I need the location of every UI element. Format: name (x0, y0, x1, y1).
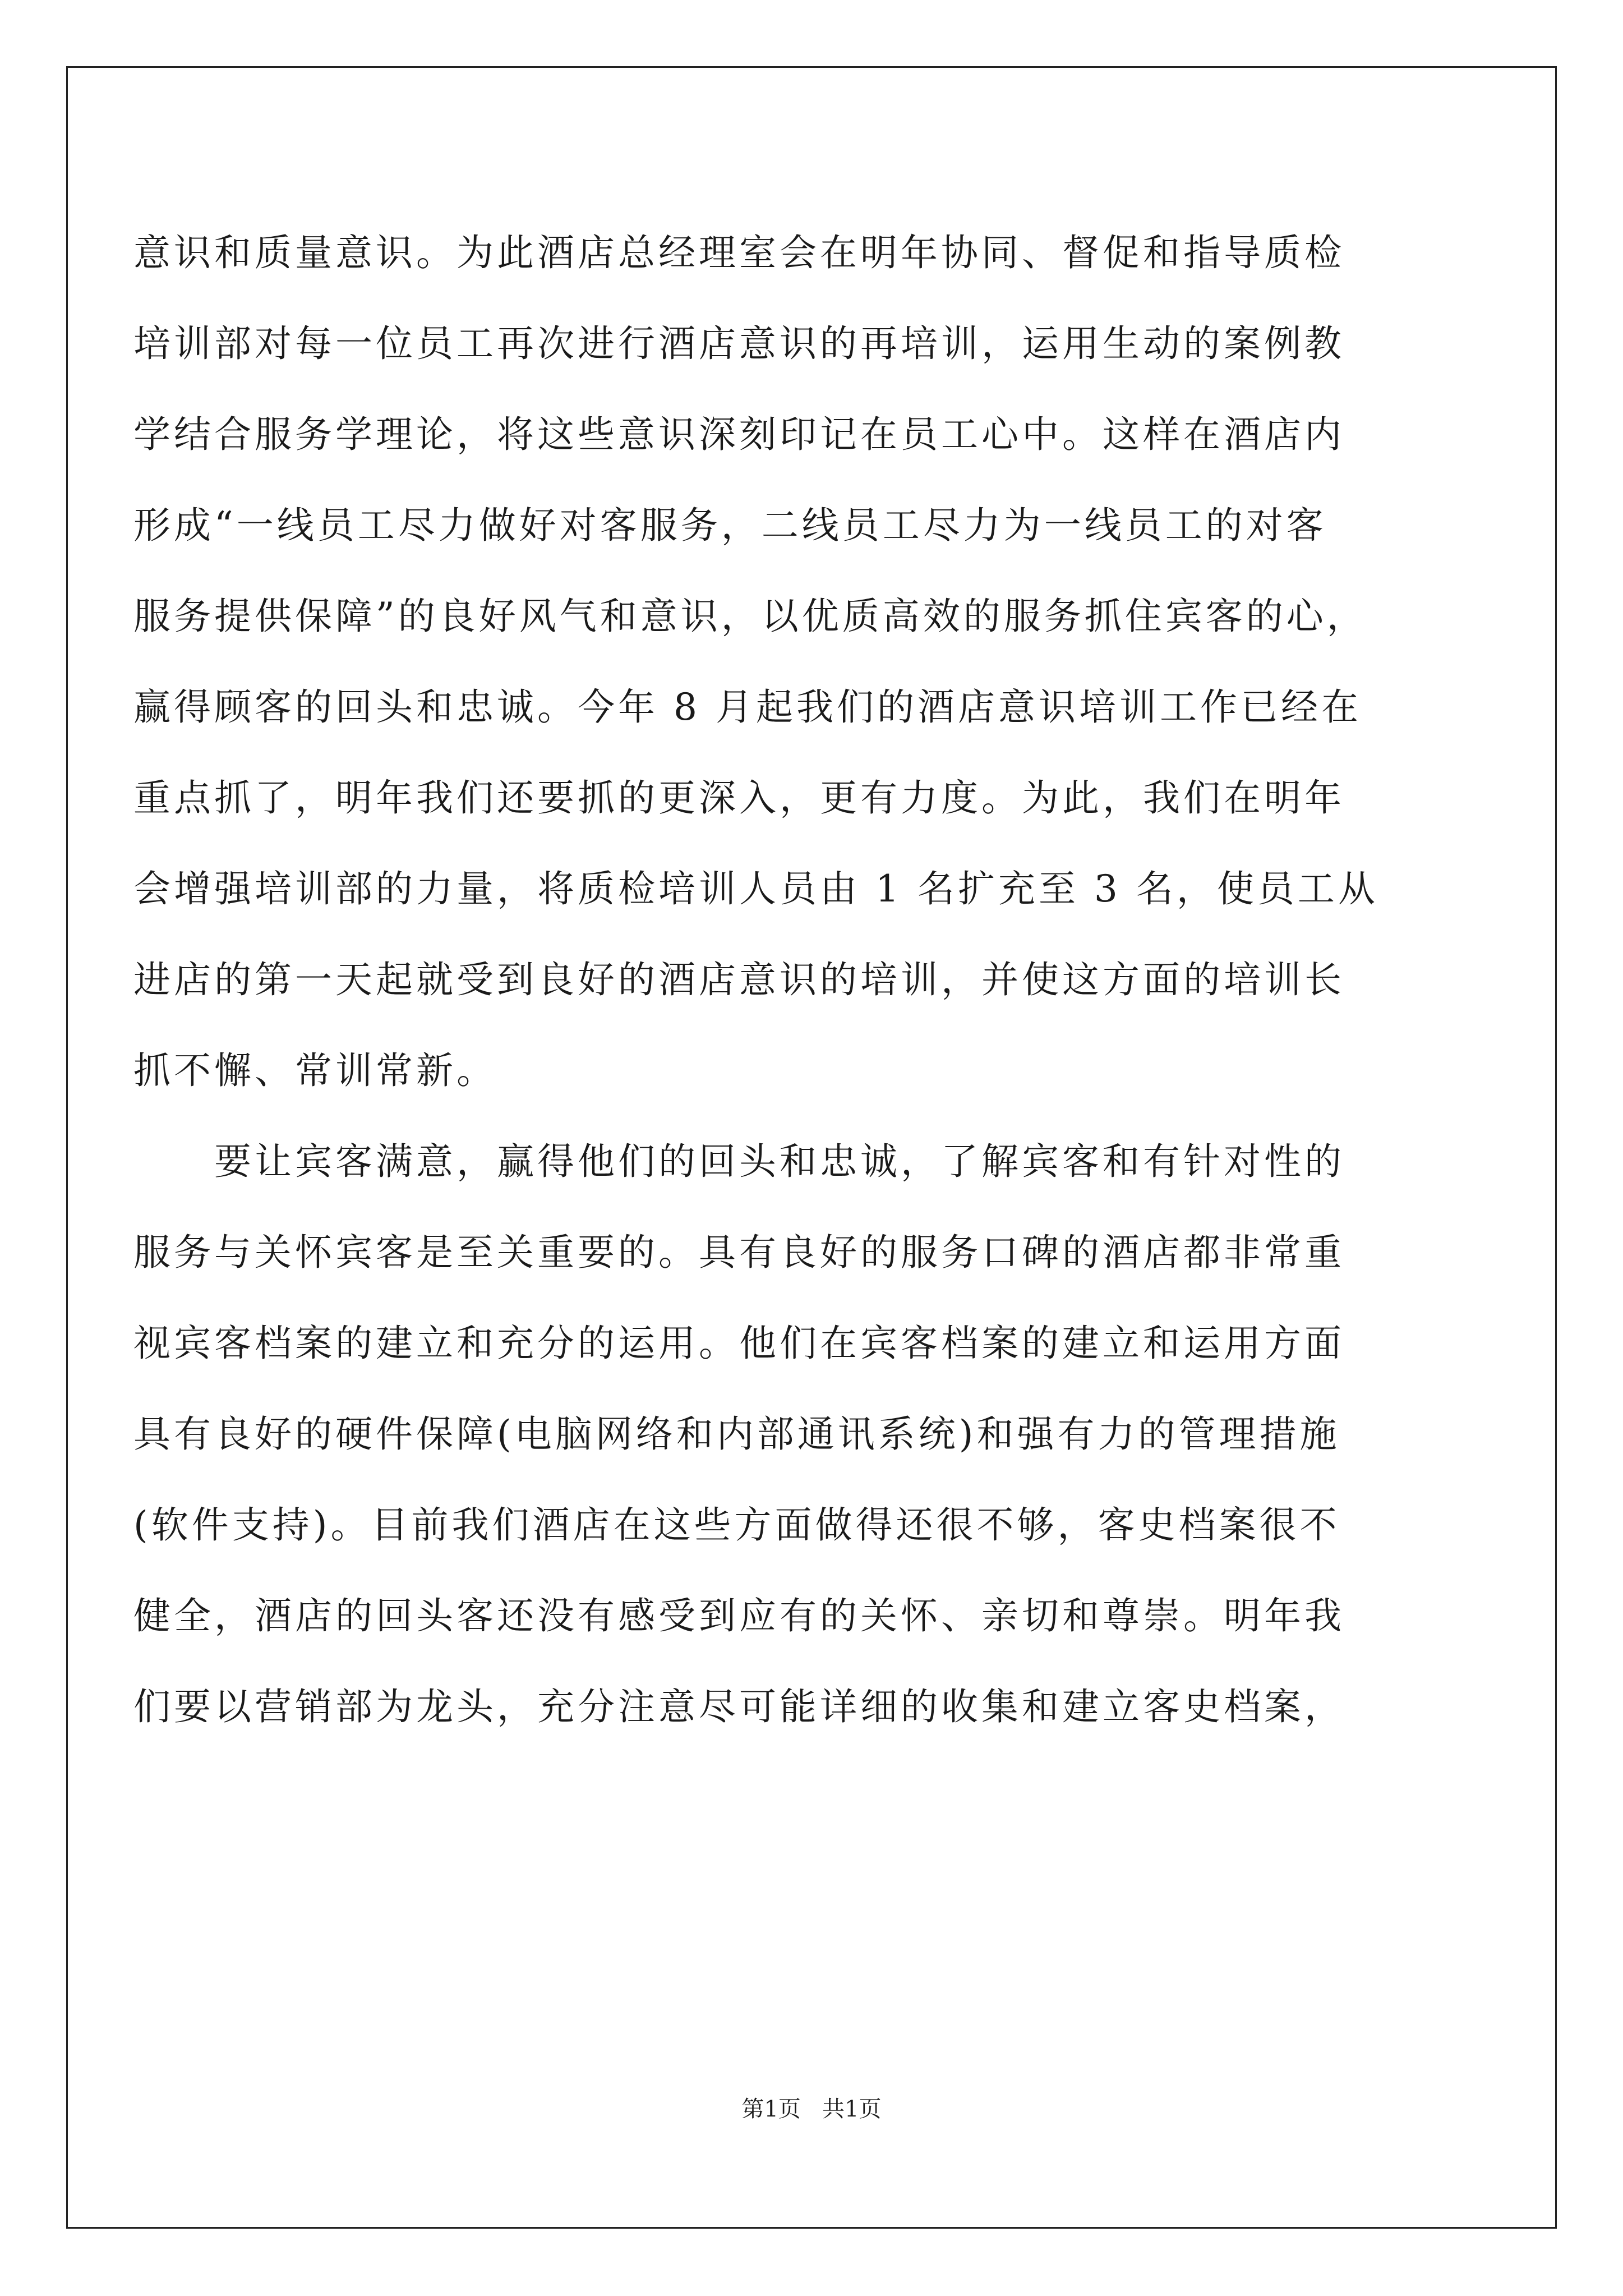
text-line: 健全，酒店的回头客还没有感受到应有的关怀、亲切和尊崇。明年我 (133, 1594, 1345, 1637)
text-line: 服务提供保障”的良好风气和意识，以优质高效的服务抓住宾客的心， (133, 595, 1367, 638)
text-line: 具有良好的硬件保障(电脑网络和内部通讯系统)和强有力的管理措施 (133, 1412, 1340, 1456)
text-line: 会增强培训部的力量，将质检培训人员由 1 名扩充至 3 名，使员工从 (133, 867, 1378, 910)
text-line: 服务与关怀宾客是至关重要的。具有良好的服务口碑的酒店都非常重 (133, 1231, 1345, 1274)
text-line: 们要以营销部为龙头，充分注意尽可能详细的收集和建立客史档案， (133, 1685, 1345, 1728)
text-line: 重点抓了，明年我们还要抓的更深入，更有力度。为此，我们在明年 (133, 776, 1345, 820)
text-line: 形成“一线员工尽力做好对客服务，二线员工尽力为一线员工的对客 (133, 504, 1327, 547)
text-line: 要让宾客满意，赢得他们的回头和忠诚，了解宾客和有针对性的 (133, 1140, 1345, 1183)
text-line: 意识和质量意识。为此酒店总经理室会在明年协同、督促和指导质检 (133, 231, 1345, 274)
text-line: 进店的第一天起就受到良好的酒店意识的培训，并使这方面的培训长 (133, 958, 1345, 1001)
body-text (133, 208, 1423, 1752)
text-line: 赢得顾客的回头和忠诚。今年 8 月起我们的酒店意识培训工作已经在 (133, 685, 1362, 729)
text-line: 培训部对每一位员工再次进行酒店意识的再培训，运用生动的案例教 (133, 322, 1345, 365)
text-line: 抓不懈、常训常新。 (133, 1049, 497, 1092)
page-footer: 第1页 共1页 (741, 2096, 882, 2122)
text-line: 学结合服务学理论，将这些意识深刻印记在员工心中。这样在酒店内 (133, 413, 1345, 456)
text-line: 视宾客档案的建立和充分的运用。他们在宾客档案的建立和运用方面 (133, 1322, 1345, 1365)
text-line: (软件支持)。目前我们酒店在这些方面做得还很不够，客史档案很不 (133, 1503, 1340, 1547)
